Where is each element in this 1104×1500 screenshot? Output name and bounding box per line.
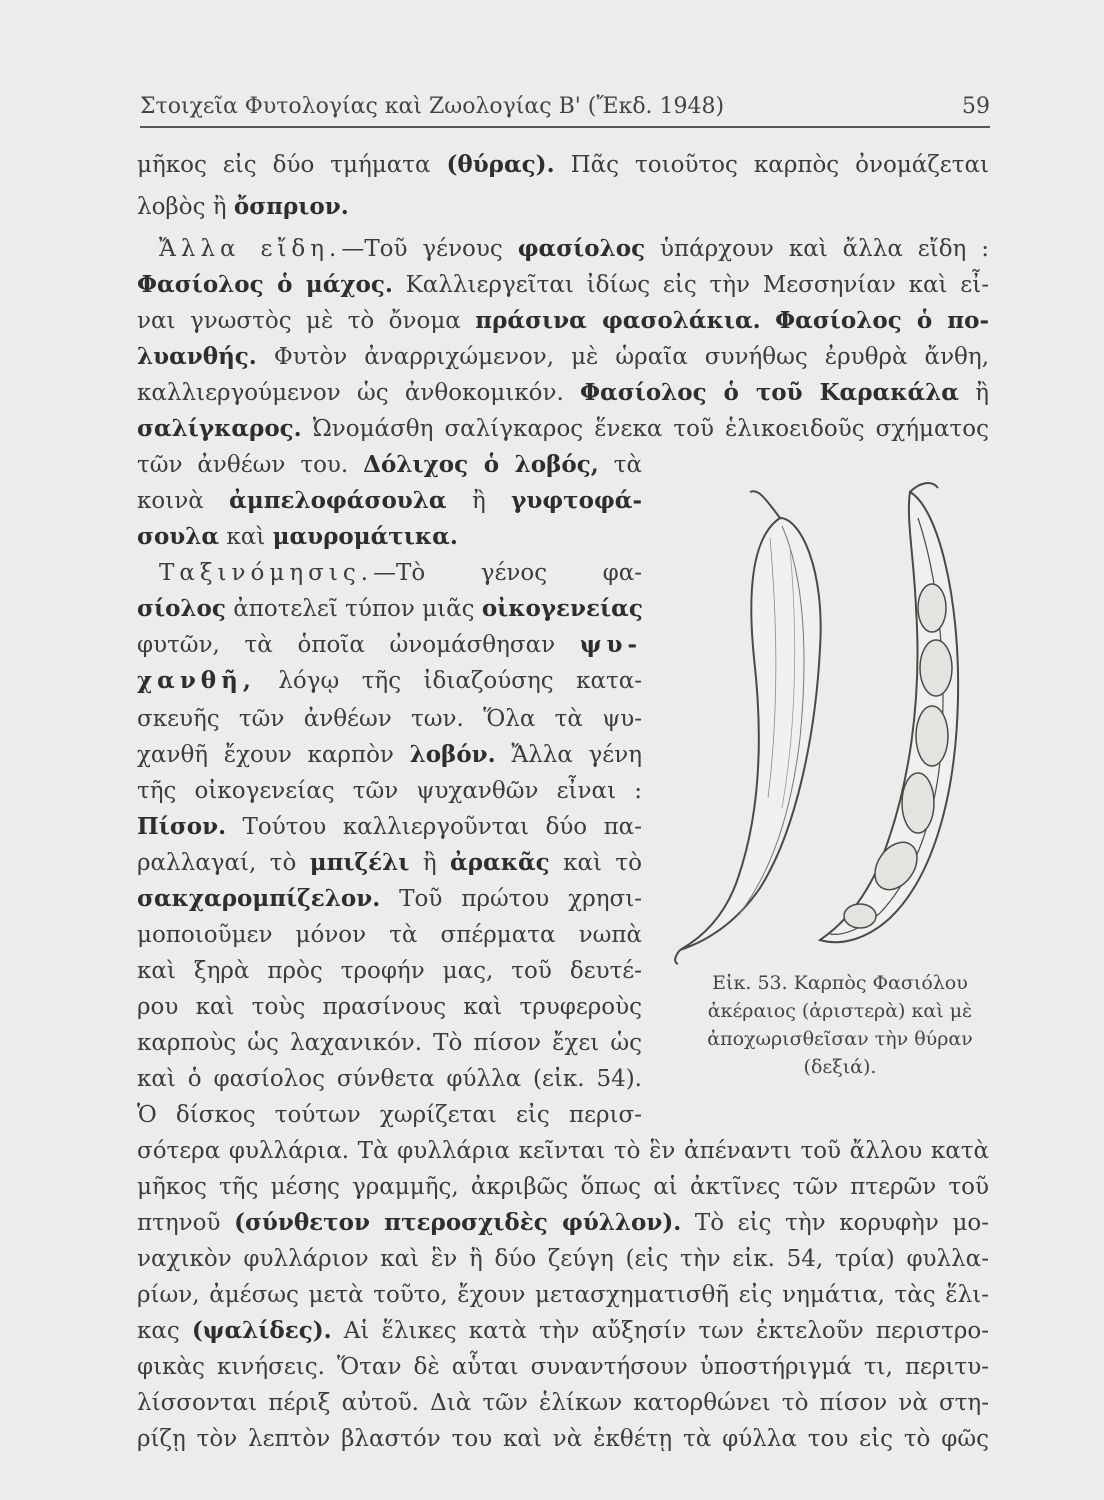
whole-pod-illustration: [675, 491, 821, 964]
bold-term: μπιζέλι: [309, 849, 410, 876]
text-line: [137, 740, 642, 770]
text-run: ραλλαγαί, τὸ: [137, 850, 310, 876]
bold-term: πράσινα φασολάκια.: [475, 307, 761, 334]
text-line: [137, 522, 458, 552]
text-line: [137, 1208, 989, 1238]
text-line: τῆς οἰκογενείας τῶν ψυχανθῶν εἶναι :: [137, 778, 642, 804]
text-line: [137, 192, 349, 222]
bold-term: σαλίγκαρος.: [137, 415, 302, 442]
text-run: Ἄλλα γένη: [495, 742, 642, 768]
text-line: σότερα φυλλάρια. Τὰ φυλλάρια κεῖνται τὸ ἓν ἀπέναντι τοῦ ἄλλου κατὰ: [137, 1138, 989, 1164]
text-run: φυτῶν, τὰ ὁποῖα ὠνομάσθησαν: [137, 632, 580, 658]
text-line: [137, 812, 642, 842]
bold-term: λυανθής.: [137, 343, 257, 370]
text-run: καὶ: [219, 524, 273, 550]
text-line: [137, 414, 989, 444]
text-line: σκευῆς τῶν ἀνθέων των. Ὅλα τὰ ψυ-: [137, 706, 642, 732]
caption-line: (δεξιά).: [803, 1056, 877, 1078]
bold-term: ψυ-: [579, 631, 642, 658]
caption-line: ἀκέραιος (ἀριστερὰ) καὶ μὲ: [707, 1000, 973, 1022]
text-line: ρίων, ἀμέσως μετὰ τοῦτο, ἔχουν μετασχηματισθῆ εἰς νημάτια, τὰς ἕλι-: [137, 1282, 989, 1308]
bold-term: ὄσπριον.: [233, 193, 349, 220]
text-run: [761, 308, 775, 334]
text-run: καλλιεργούμενον ὡς ἀνθοκομικόν.: [137, 380, 580, 406]
text-run: ὑπάρχουν καὶ ἄλλα εἴδη :: [645, 236, 989, 262]
bold-term: (ψαλίδες).: [191, 1317, 332, 1344]
text-run: καὶ τὸ: [549, 850, 642, 876]
bold-term: Δόλιχος ὁ λοβός,: [363, 451, 599, 478]
bold-term: ἀμπελοφάσουλα: [229, 487, 447, 514]
text-run: μῆκος εἰς δύο τμήματα: [137, 152, 447, 178]
text-line: ναχικὸν φυλλάριον καὶ ἓν ἢ δύο ζεύγη (εἰς τὴν εἰκ. 54, τρία) φυλλα-: [137, 1246, 989, 1272]
text-line: ρίζῃ τὸν λεπτὸν βλαστόν του καὶ νὰ ἐκθέτῃ τὰ φύλλα του εἰς τὸ φῶς: [137, 1426, 989, 1452]
text-run: Αἱ ἕλικες κατὰ τὴν αὔξησίν των ἐκτελοῦν περιστρο-: [331, 1318, 989, 1344]
text-line: [137, 234, 989, 264]
text-line: καὶ ὁ φασίολος σύνθετα φύλλα (εἰκ. 54).: [137, 1066, 642, 1092]
text-line: [137, 884, 642, 914]
text-run: τῶν ἀνθέων του.: [137, 452, 364, 478]
bold-term: Φασίολος ὁ πο-: [775, 307, 990, 334]
text-run: —Τοῦ γένους: [341, 236, 518, 262]
text-line: [137, 558, 642, 588]
text-line: [137, 306, 989, 336]
text-line: [137, 630, 642, 660]
text-line: [137, 666, 642, 696]
text-line: [137, 270, 989, 300]
page-number: 59: [962, 94, 990, 119]
text-line: [137, 450, 642, 480]
text-line: λίσσονται πέριξ αὐτοῦ. Διὰ τῶν ἑλίκων κατορθώνει τὸ πίσον νὰ στη-: [137, 1390, 989, 1416]
text-run: λόγῳ τῆς ἰδιαζούσης κατα-: [255, 668, 642, 694]
bold-term: (θύρας).: [446, 151, 555, 178]
text-run: ἀποτελεῖ τύπον μιᾶς: [225, 596, 482, 622]
bold-term: γυφτοφά-: [511, 487, 642, 514]
bold-term: σουλα: [137, 523, 220, 550]
text-run: —Τὸ γένος φα-: [373, 560, 642, 586]
bold-term: οἰκογενείας: [481, 595, 643, 622]
text-line: [137, 1316, 989, 1346]
text-line: [137, 378, 989, 408]
bold-term: Φασίολος ὁ μάχος.: [137, 271, 393, 298]
text-run: Καλλιεργεῖται ἰδίως εἰς τὴν Μεσσηνίαν καὶ εἶ-: [392, 272, 989, 298]
running-title: Στοιχεῖα Φυτολογίας καὶ Ζωολογίας Β' (Ἔκδ. 1948): [140, 94, 725, 119]
text-line: καὶ ξηρὰ πρὸς τροφήν μας, τοῦ δευτέ-: [137, 958, 642, 984]
bold-term: χανθῆ,: [137, 667, 256, 694]
bold-term: μαυρομάτικα.: [272, 523, 458, 550]
text-run: ναι γνωστὸς μὲ τὸ ὄνομα: [137, 308, 476, 334]
text-line: ρου καὶ τοὺς πρασίνους καὶ τρυφεροὺς: [137, 994, 642, 1020]
bold-term: φασίολος: [517, 235, 646, 262]
text-run: Τοῦ πρώτου χρησι-: [380, 886, 642, 912]
text-line: [137, 150, 989, 180]
text-line: φικὰς κινήσεις. Ὅταν δὲ αὗται συναντήσουν ὑποστήριγμά τι, περιτυ-: [137, 1354, 989, 1380]
text-line: [137, 848, 642, 878]
text-run: ἢ: [958, 380, 989, 406]
caption-line: ἀποχωρισθεῖσαν τὴν θύραν: [707, 1028, 973, 1050]
text-run: πτηνοῦ: [137, 1210, 235, 1236]
running-header: [140, 92, 990, 128]
text-line: μοποιοῦμεν μόνον τὰ σπέρματα νωπὰ: [137, 922, 642, 948]
bold-term: σακχαρομπίζελον.: [137, 885, 381, 912]
opened-pod-illustration: [820, 483, 958, 942]
spaced-heading: Ταξινόμησις.: [159, 560, 374, 586]
text-run: κοινὰ: [137, 488, 230, 514]
text-line: [137, 486, 642, 516]
text-run: Φυτὸν ἀναρριχώμενον, μὲ ὡραῖα συνήθως ἐρυθρὰ ἄνθη,: [256, 344, 989, 370]
text-line: καρποὺς ὡς λαχανικόν. Τὸ πίσον ἔχει ὡς: [137, 1030, 642, 1056]
text-run: Τὸ εἰς τὴν κορυφὴν μο-: [681, 1210, 990, 1236]
bold-term: ἀρακᾶς: [450, 849, 550, 876]
text-line: μῆκος τῆς μέσης γραμμῆς, ἀκριβῶς ὅπως αἱ ἀκτῖνες τῶν πτερῶν τοῦ: [137, 1174, 989, 1200]
spaced-heading: Ἄλλα εἴδη.: [159, 236, 342, 262]
text-run: ἢ: [409, 850, 451, 876]
text-line: [137, 594, 642, 624]
text-line: [137, 342, 989, 372]
text-run: ἢ: [446, 488, 512, 514]
text-run: τὰ: [598, 452, 642, 478]
bean-pod-figure: [670, 478, 1000, 968]
text-run: χανθῆ ἔχουν καρπὸν: [137, 742, 410, 768]
caption-line: Εἰκ. 53. Καρπὸς Φασιόλου: [712, 972, 968, 994]
text-run: Τούτου καλλιεργοῦνται δύο πα-: [226, 814, 642, 840]
text-run: κας: [137, 1318, 192, 1344]
bold-term: Φασίολος ὁ τοῦ Καρακάλα: [580, 379, 959, 406]
bold-term: (σύνθετον πτεροσχιδὲς φύλλον).: [234, 1209, 682, 1236]
bold-term: Πίσον.: [137, 813, 227, 840]
text-line: Ὁ δίσκος τούτων χωρίζεται εἰς περισ-: [137, 1102, 642, 1128]
text-run: Ὠνομάσθη σαλίγκαρος ἕνεκα τοῦ ἑλικοειδοῦς σχήματος: [301, 416, 989, 442]
bold-term: λοβόν.: [409, 741, 496, 768]
text-run: Πᾶς τοιοῦτος καρπὸς ὀνομάζεται: [554, 152, 989, 178]
text-run: λοβὸς ἢ: [137, 194, 234, 220]
bold-term: σίολος: [137, 595, 226, 622]
